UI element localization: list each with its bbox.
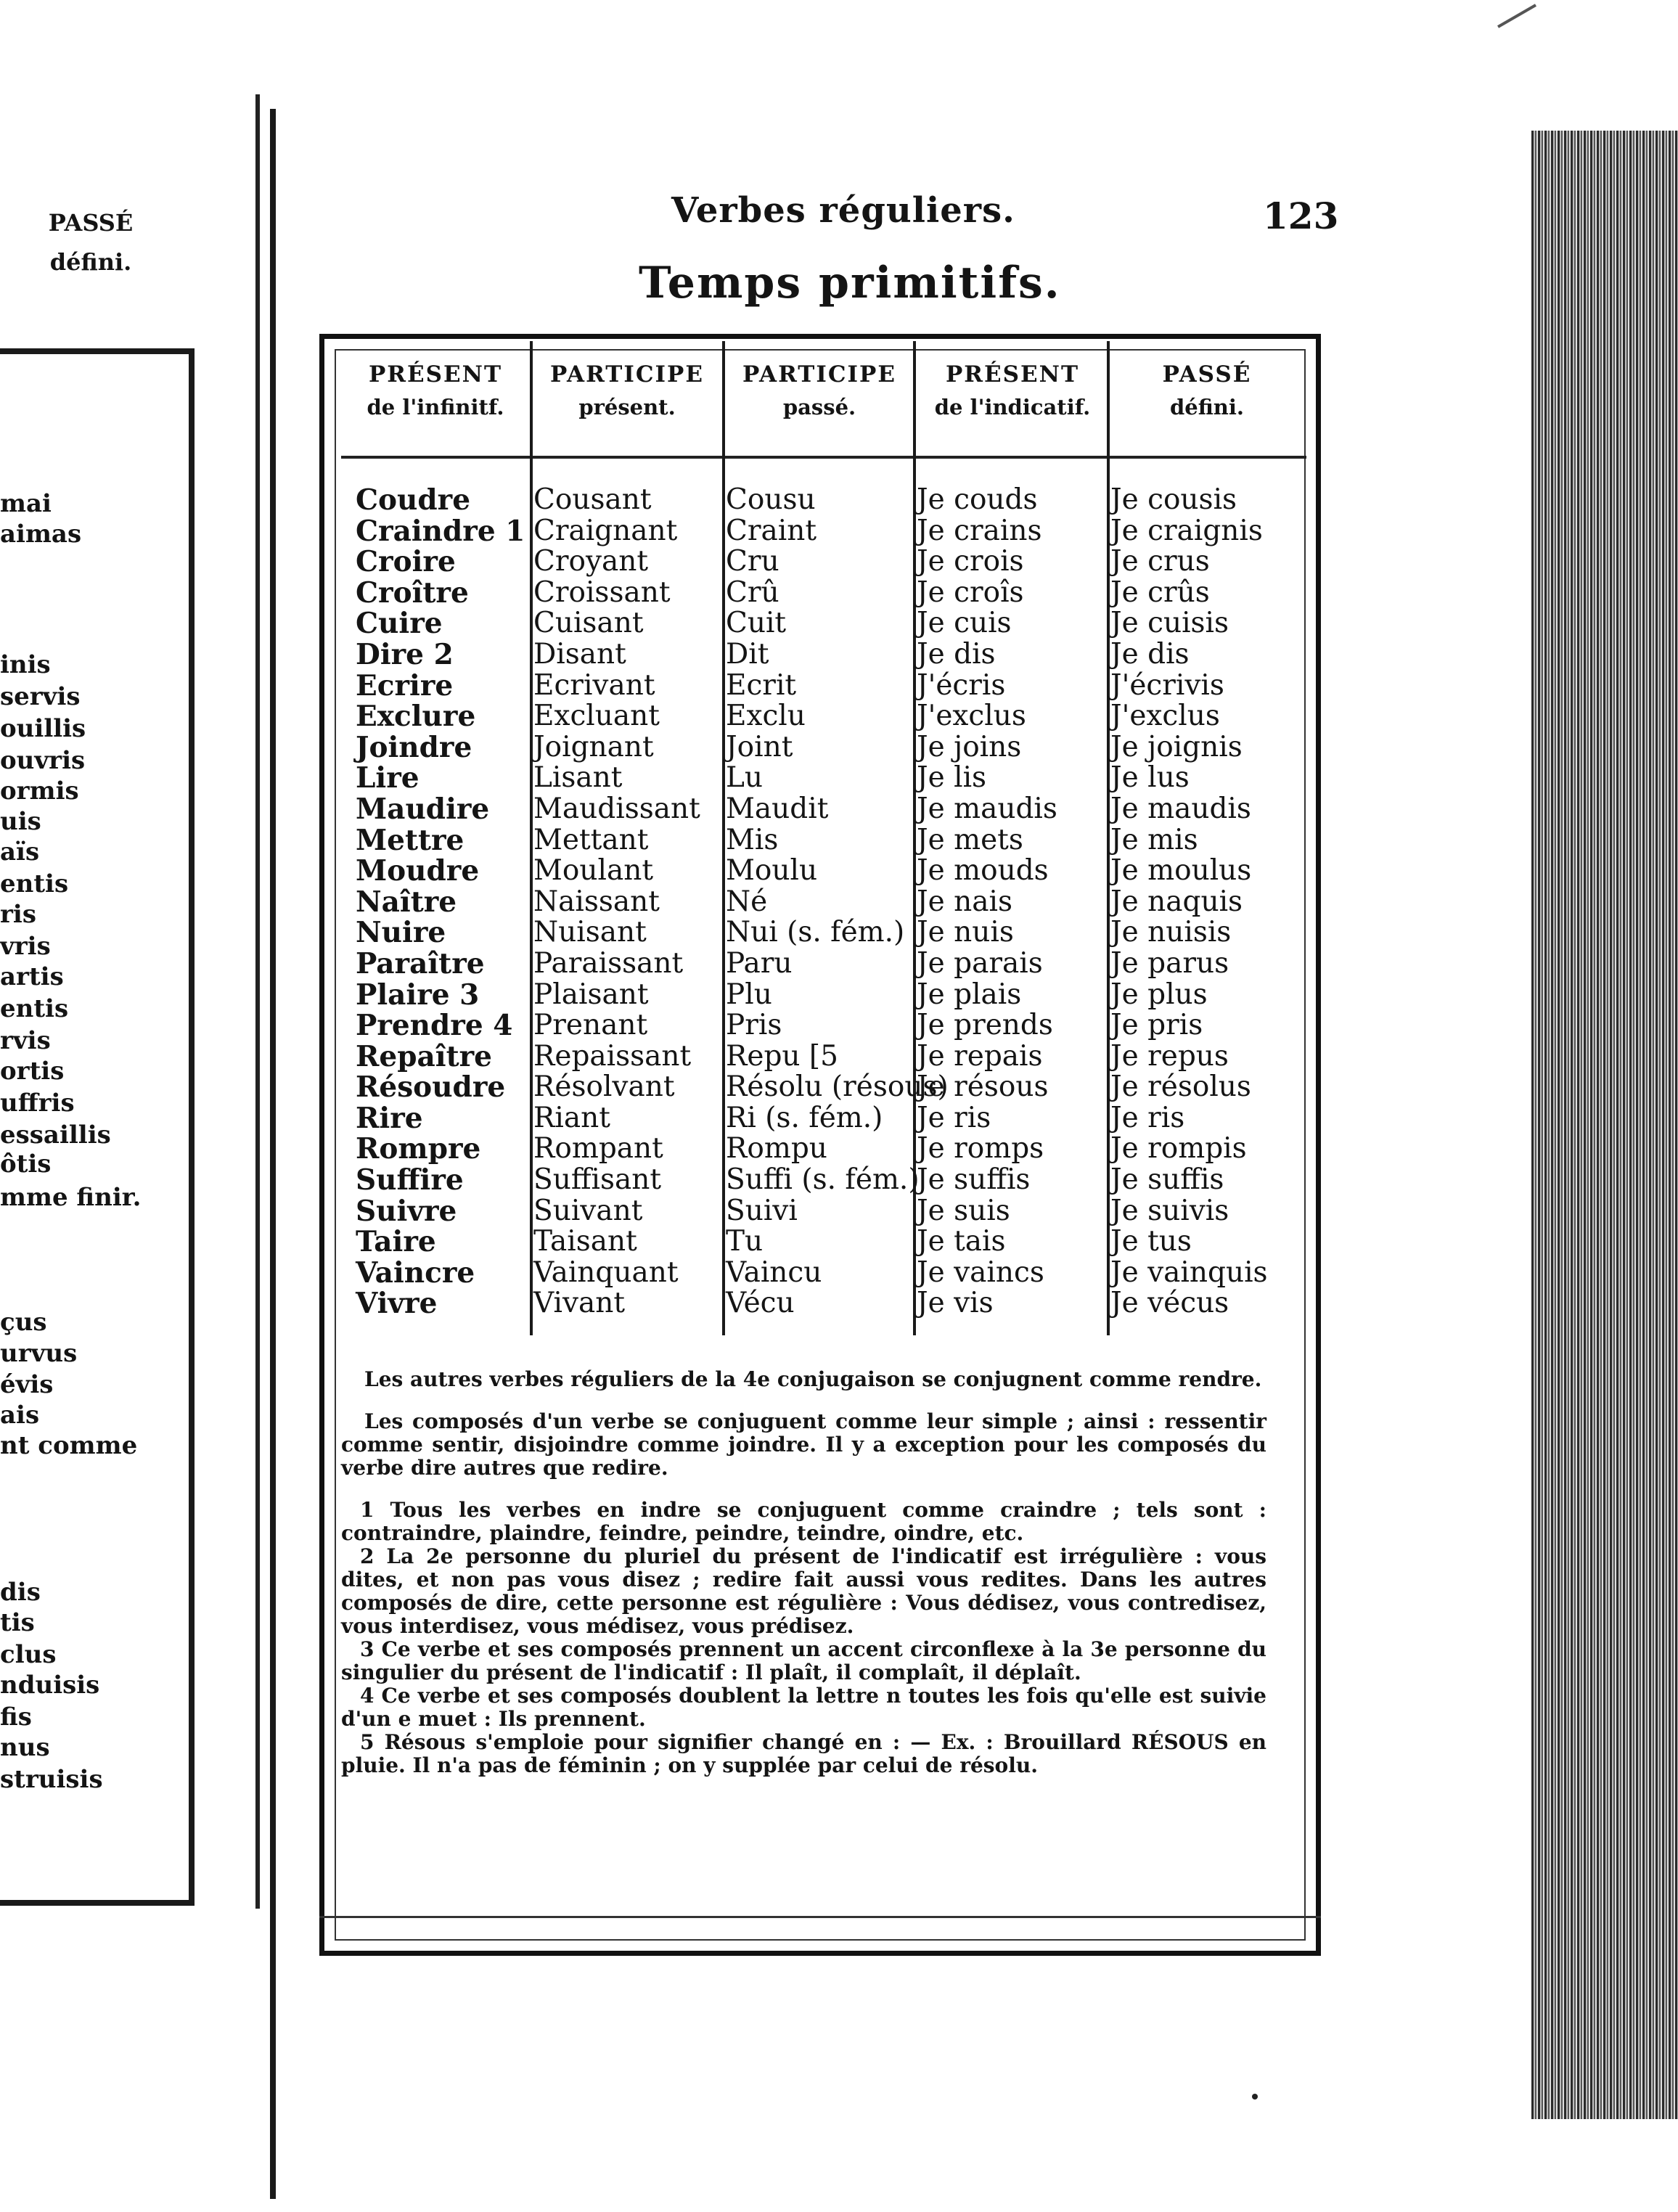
previous-page-text-fragment: struisis (0, 1765, 103, 1794)
column-header (916, 347, 1109, 456)
column-infinitif (356, 485, 525, 1319)
table-cell: Nuisant (533, 916, 647, 949)
column-header-title: PASSÉ (1162, 361, 1252, 388)
book-page-edges (1531, 131, 1678, 2119)
column-header-subtitle: de l'indicatif. (934, 395, 1091, 419)
previous-page-text-fragment: inis (0, 650, 51, 679)
table-cell: Repaître (356, 1039, 492, 1073)
table-cell: Rire (356, 1101, 423, 1135)
previous-page-text-fragment: entis (0, 869, 69, 898)
section-title: Temps primitifs. (639, 258, 1061, 308)
column-present-indicatif (917, 485, 1057, 1319)
previous-page-head-line2: défini. (49, 248, 132, 276)
table-cell: Je croîs (917, 575, 1024, 609)
table-cell: Je ris (1110, 1101, 1185, 1134)
table-cell: Je rompis (1110, 1132, 1247, 1166)
previous-page-text-fragment: ormis (0, 777, 79, 806)
table-cell: Repaissant (533, 1039, 692, 1073)
table-cell: Je moulus (1110, 854, 1252, 888)
table-cell: Résoudre (356, 1070, 506, 1105)
table-cell: Vivre (356, 1287, 438, 1321)
table-cell: Joignant (533, 730, 654, 763)
column-participe-passe (726, 485, 949, 1319)
table-cell: Je maudis (917, 792, 1057, 825)
table-cell: Craignant (533, 514, 678, 547)
table-cell: Nuire (356, 916, 446, 950)
table-cell: Je vécus (1110, 1287, 1229, 1320)
column-header-subtitle: présent. (578, 395, 676, 419)
table-cell: Disant (533, 637, 626, 671)
table-cell: Je lis (917, 761, 987, 795)
table-cell: Dire 2 (356, 637, 454, 671)
table-cell: Suffi (s. fém.) (726, 1163, 920, 1197)
table-cell: Croissant (533, 575, 671, 609)
column-header (531, 347, 723, 456)
previous-page-text-fragment: mai (0, 489, 52, 518)
table-cell: Suivi (726, 1194, 798, 1227)
notes (341, 1368, 1266, 1777)
table-cell: Je plus (1110, 978, 1208, 1011)
table-cell: Je suivis (1110, 1194, 1229, 1227)
table-cell: Paraissant (533, 946, 684, 980)
table-cell: Taisant (533, 1225, 637, 1258)
column-header-subtitle: de l'infinitf. (367, 395, 504, 419)
table-cell: Plaire 3 (356, 978, 480, 1012)
column-header-title: PRÉSENT (945, 361, 1080, 388)
table-cell: Mettant (533, 823, 649, 856)
table-cell: Plaisant (533, 978, 649, 1011)
table-cell: J'exclus (1110, 700, 1220, 733)
table-cell: J'écrivis (1110, 668, 1224, 702)
table-cell: Cuire (356, 607, 443, 641)
table-cell: Je suffis (1110, 1163, 1224, 1197)
table-cell: Ecrire (356, 668, 454, 702)
table-cell: Coudre (356, 483, 471, 517)
table-cell: Je craignis (1110, 514, 1263, 547)
column-rule (1107, 341, 1110, 1335)
table-cell: J'exclus (917, 700, 1026, 733)
table-cell: Je crûs (1110, 575, 1210, 609)
footnote: 2 La 2e personne du pluriel du présent de l'indicatif est irrégulière : vous dites, et non pas vous disez ; redire fait aussi vous redites. Dans les autres composés de dire, cette personne est régulière : Vous dédisez, vous contredisez, vous interdisez, vous médisez, vous prédisez. (341, 1544, 1266, 1638)
running-head: Verbes réguliers. (671, 190, 1015, 231)
previous-page-text-fragment: entis (0, 994, 69, 1023)
table-cell: Cuit (726, 607, 787, 640)
previous-page-text-fragment: urvus (0, 1339, 78, 1368)
table-cell: J'écris (917, 668, 1006, 702)
table-header (341, 347, 1306, 459)
table-cell: Croître (356, 575, 469, 610)
previous-page-text-fragment: nt comme (0, 1431, 138, 1460)
table-cell: Je lus (1110, 761, 1190, 795)
table-cell: Rompu (726, 1132, 827, 1166)
table-cell: Croire (356, 545, 456, 579)
table-cell: Je joignis (1110, 730, 1243, 763)
table-cell: Je mis (1110, 823, 1198, 856)
table-cell: Cousu (726, 483, 816, 516)
table-cell: Ecrit (726, 668, 797, 702)
table-cell: Craindre 1 (356, 514, 525, 548)
table-cell: Je parais (917, 946, 1043, 980)
table-cell: Riant (533, 1101, 610, 1134)
table-cell: Je naquis (1110, 885, 1243, 918)
table-cell: Résolu (résous) (726, 1070, 949, 1104)
table-cell: Craint (726, 514, 817, 547)
previous-page-text-fragment: essaillis (0, 1121, 111, 1150)
page-number: 123 (1263, 194, 1339, 237)
column-header (1109, 347, 1305, 456)
table-cell: Exclu (726, 700, 806, 733)
note-paragraph: Les composés d'un verbe se conjuguent comme leur simple ; ainsi : ressentir comme sentir, disjoindre comme joindre. Il y a exception pour les composés du verbe dire autres que redire. (341, 1409, 1266, 1480)
table-cell: Prendre 4 (356, 1009, 513, 1043)
table-cell: Croyant (533, 545, 649, 578)
table-cell: Ecrivant (533, 668, 655, 702)
table-cell: Je maudis (1110, 792, 1251, 825)
table-cell: Nui (s. fém.) (726, 916, 905, 949)
previous-page-text-fragment: ôtis (0, 1150, 52, 1179)
column-header-subtitle: défini. (1169, 395, 1244, 419)
previous-page-text-fragment: mme finir. (0, 1183, 142, 1212)
previous-page-text-fragment: çus (0, 1308, 47, 1337)
table-cell: Mettre (356, 823, 464, 857)
table-cell: Je vis (917, 1287, 994, 1320)
table-cell: Je cousis (1110, 483, 1237, 516)
table-cell: Prenant (533, 1009, 648, 1042)
table-cell: Je vaincs (917, 1255, 1044, 1289)
table-cell: Cuisant (533, 607, 644, 640)
table-cell: Moulant (533, 854, 654, 888)
table-cell: Je cuisis (1110, 607, 1229, 640)
previous-page-text-fragment: ortis (0, 1057, 65, 1086)
previous-page-text-fragment: nus (0, 1733, 50, 1762)
table-cell: Résolvant (533, 1070, 675, 1104)
column-rule (722, 341, 725, 1335)
column-header (724, 347, 914, 456)
previous-page-head-line1: PASSÉ (48, 209, 134, 237)
scan-mark (1497, 4, 1536, 28)
table-cell: Je crains (917, 514, 1042, 547)
previous-page-text-fragment: dis (0, 1578, 41, 1607)
column-header (341, 347, 530, 456)
table-cell: Paru (726, 946, 793, 980)
table-cell: Naître (356, 885, 457, 919)
previous-page-text-fragment: fis (0, 1703, 32, 1732)
table-cell: Je couds (917, 483, 1038, 516)
table-cell: Cru (726, 545, 779, 578)
table-cell: Mis (726, 823, 779, 856)
previous-page (0, 94, 260, 1909)
table-cell: Je suffis (917, 1163, 1031, 1197)
table-cell: Exclure (356, 700, 476, 734)
footnote: 1 Tous les verbes en indre se conjuguent comme craindre ; tels sont : contraindre, plaindre, feindre, peindre, teindre, oindre, etc. (341, 1498, 1266, 1545)
table-cell: Lire (356, 761, 420, 795)
table-cell: Vaincu (726, 1255, 822, 1289)
table-cell: Je repais (917, 1039, 1043, 1073)
table-cell: Je crois (917, 545, 1024, 578)
previous-page-text-fragment: ris (0, 900, 36, 929)
footnote: 3 Ce verbe et ses composés prennent un accent circonflexe à la 3e personne du singulier du présent de l'indicatif : Il plaît, il complaît, il déplaît. (341, 1637, 1266, 1684)
table-cell: Tu (726, 1225, 764, 1258)
table-cell: Je cuis (917, 607, 1012, 640)
table-cell: Je dis (917, 637, 996, 671)
table-cell: Plu (726, 978, 772, 1011)
previous-page-column-head (0, 203, 181, 282)
previous-page-text-fragment: ouvris (0, 746, 86, 775)
column-rule (530, 341, 533, 1335)
table-cell: Naissant (533, 885, 660, 918)
table-cell: Moulu (726, 854, 818, 888)
table-cell: Je résous (917, 1070, 1049, 1104)
table-cell: Vécu (726, 1287, 795, 1320)
column-header-title: PARTICIPE (742, 361, 896, 388)
previous-page-text-fragment: évis (0, 1370, 54, 1399)
footnote: 5 Résous s'emploie pour signifier changé en : — Ex. : Brouillard RÉSOUS en pluie. Il n'a pas de féminin ; on y supplée par celui de résolu. (341, 1730, 1266, 1777)
table-cell: Je vainquis (1110, 1255, 1268, 1289)
table-cell: Suivre (356, 1194, 457, 1228)
previous-page-text-fragment: nduisis (0, 1671, 100, 1700)
table-cell: Rompre (356, 1132, 481, 1166)
previous-page-text-fragment: uffris (0, 1089, 75, 1118)
table-cell: Lisant (533, 761, 623, 795)
previous-page-text-fragment: uis (0, 807, 41, 836)
table-cell: Maudire (356, 792, 490, 826)
table-cell: Je mets (917, 823, 1023, 856)
table-cell: Dit (726, 637, 769, 671)
note-paragraph: Les autres verbes réguliers de la 4e conjugaison se conjugnent comme rendre. (364, 1367, 1262, 1391)
table-cell: Vainquant (533, 1255, 679, 1289)
table-cell: Rompant (533, 1132, 663, 1166)
column-header-title: PARTICIPE (549, 361, 704, 388)
table-cell: Je parus (1110, 946, 1229, 980)
table-cell: Maudit (726, 792, 829, 825)
table-cell: Moudre (356, 854, 480, 888)
table-cell: Je dis (1110, 637, 1190, 671)
table-cell: Excluant (533, 700, 660, 733)
previous-page-text-fragment: servis (0, 682, 81, 711)
column-passe-defini (1110, 485, 1268, 1319)
frame-rule (319, 1916, 1321, 1918)
table-cell: Taire (356, 1225, 436, 1259)
table-cell: Suffire (356, 1163, 464, 1197)
table-cell: Repu [5 (726, 1039, 838, 1073)
previous-page-text-fragment: tis (0, 1608, 35, 1637)
previous-page-text-fragment: aïs (0, 837, 40, 867)
table-cell: Je tus (1110, 1225, 1192, 1258)
footnote: 4 Ce verbe et ses composés doublent la lettre n toutes les fois qu'elle est suivie d'un e muet : Ils prennent. (341, 1684, 1266, 1731)
table-cell: Je prends (917, 1009, 1053, 1042)
previous-page-text-fragment: clus (0, 1640, 57, 1669)
table-cell: Je pris (1110, 1009, 1203, 1042)
previous-page-text-fragment: artis (0, 962, 64, 991)
table-cell: Ri (s. fém.) (726, 1101, 883, 1134)
table-cell: Je nais (917, 885, 1012, 918)
previous-page-text-fragment: ouillis (0, 714, 86, 743)
table-cell: Je nuis (917, 916, 1014, 949)
table-cell: Je romps (917, 1132, 1044, 1166)
table-cell: Né (726, 885, 768, 918)
previous-page-text-fragment: rvis (0, 1026, 51, 1055)
column-participe-present (533, 485, 700, 1319)
table-cell: Je ris (917, 1101, 991, 1134)
table-cell: Je résolus (1110, 1070, 1251, 1104)
table-cell: Suivant (533, 1194, 643, 1227)
table-cell: Maudissant (533, 792, 700, 825)
table-cell: Lu (726, 761, 764, 795)
table-cell: Suffisant (533, 1163, 662, 1197)
table-cell: Cousant (533, 483, 652, 516)
table-cell: Je tais (917, 1225, 1006, 1258)
table-cell: Crû (726, 575, 779, 609)
table-cell: Vivant (533, 1287, 626, 1320)
previous-page-text-fragment: aimas (0, 520, 82, 549)
table-cell: Je joins (917, 730, 1022, 763)
table-cell: Vaincre (356, 1255, 475, 1290)
table-cell: Pris (726, 1009, 782, 1042)
table-cell: Je crus (1110, 545, 1210, 578)
table-cell: Joindre (356, 730, 472, 764)
column-header-title: PRÉSENT (368, 361, 503, 388)
table-cell: Je plais (917, 978, 1022, 1011)
column-header-subtitle: passé. (782, 395, 856, 419)
table-cell: Je repus (1110, 1039, 1229, 1073)
table-cell: Je mouds (917, 854, 1049, 888)
table-cell: Je suis (917, 1194, 1010, 1227)
scan-mark (1252, 2094, 1258, 2100)
previous-page-text-fragment: ais (0, 1401, 40, 1430)
previous-page-text-fragment: vris (0, 932, 51, 961)
table-cell: Joint (726, 730, 793, 763)
table-cell: Je nuisis (1110, 916, 1232, 949)
table-cell: Paraître (356, 946, 485, 980)
